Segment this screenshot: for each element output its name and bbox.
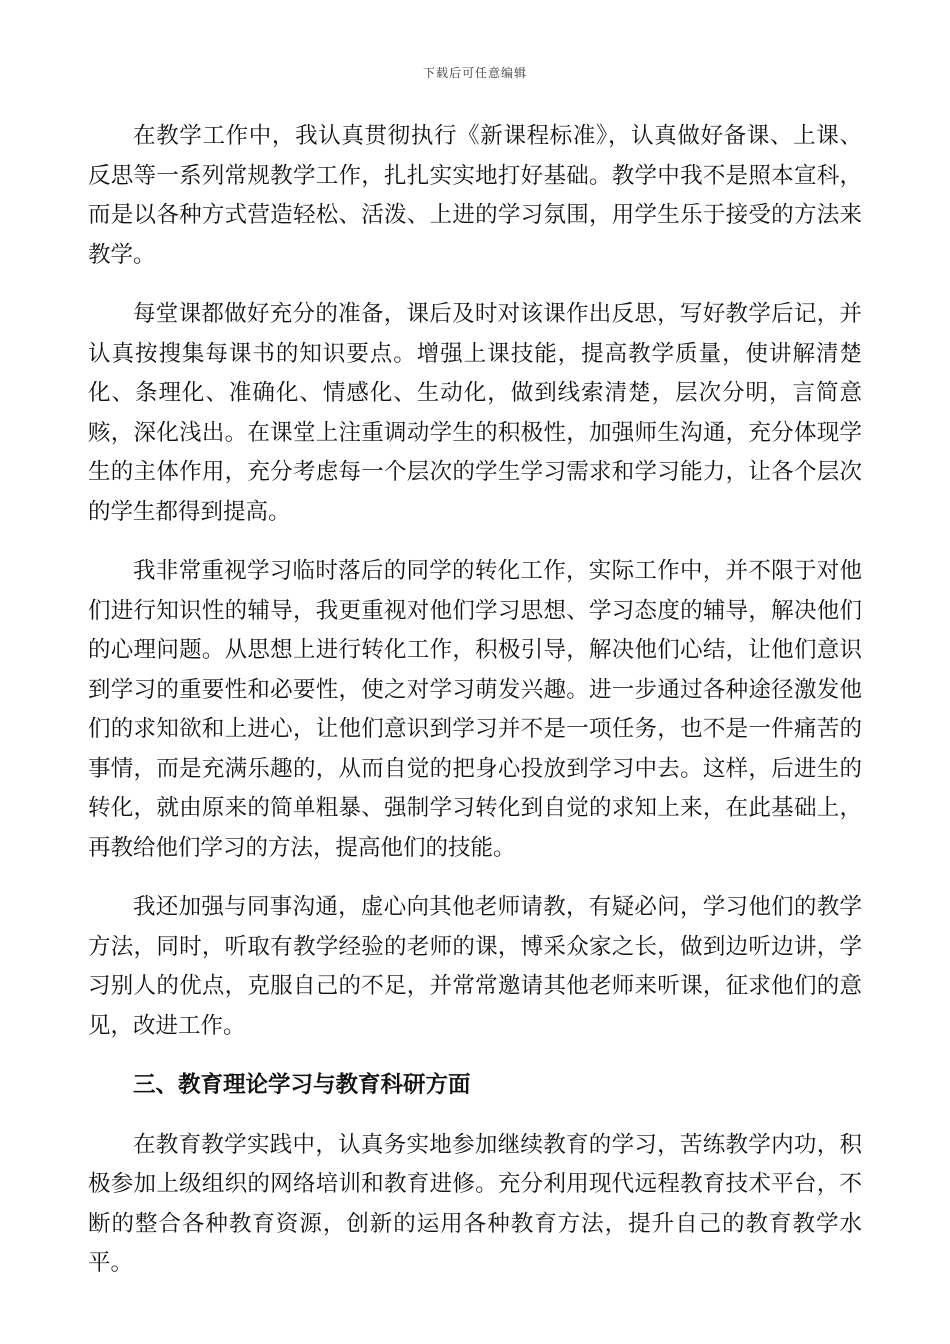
page-header: 下载后可任意编辑 — [422, 66, 527, 80]
paragraph-student-transformation: 我非常重视学习临时落后的同学的转化工作，实际工作中，并不限于对他们进行知识性的辅导，我更重视对他们学习思想、学习态度的辅导，解决他们的心理问题。从思想上进行转化工作，积极引导，解决他们心结，让他们意识到学习的重要性和必要性，使之对学习萌发兴趣。进一步通过各种途径激发他们的求知欲和上进心，让他们意识到学习并不是一项任务，也不是一件痛苦的事情，而是充满乐趣的，从而自觉的把身心投放到学习中去。这样，后进生的转化，就由原来的简单粗暴、强制学习转化到自觉的求知上来，在此基础上，再教给他们学习的方法，提高他们的技能。 — [88, 558, 862, 861]
document-body — [88, 117, 862, 1284]
section-heading-education-theory: 三、教育理论学习与教育科研方面 — [133, 1072, 471, 1098]
paragraph-colleague-communication: 我还加强与同事沟通，虚心向其他老师请教，有疑必问，学习他们的教学方法，同时，听取有教学经验的老师的课，博采众家之长，做到边听边讲，学习别人的优点，克服自己的不足，并常常邀请其他老师来听课，征求他们的意见，改进工作。 — [88, 894, 862, 1039]
paragraph-teaching-work: 在教学工作中，我认真贯彻执行《新课程标准》，认真做好备课、上课、反思等一系列常规教学工作，扎扎实实地打好基础。教学中我不是照本宣科，而是以各种方式营造轻松、活泼、上进的学习氛围，用学生乐于接受的方法来教学。 — [88, 123, 862, 268]
paragraph-lesson-preparation: 每堂课都做好充分的准备，课后及时对该课作出反思，写好教学后记，并认真按搜集每课书的知识要点。增强上课技能，提高教学质量，使讲解清楚化、条理化、准确化、情感化、生动化，做到线索清楚，层次分明，言简意赅，深化浅出。在课堂上注重调动学生的积极性，加强师生沟通，充分体现学生的主体作用，充分考虑每一个层次的学生学习需求和学习能力，让各个层次的学生都得到提高。 — [88, 301, 862, 525]
paragraph-continuing-education: 在教育教学实践中，认真务实地参加继续教育的学习，苦练教学内功，积极参加上级组织的网络培训和教育进修。充分利用现代远程教育技术平台，不断的整合各种教育资源，创新的运用各种教育方法，提升自己的教育教学水平。 — [88, 1131, 862, 1276]
